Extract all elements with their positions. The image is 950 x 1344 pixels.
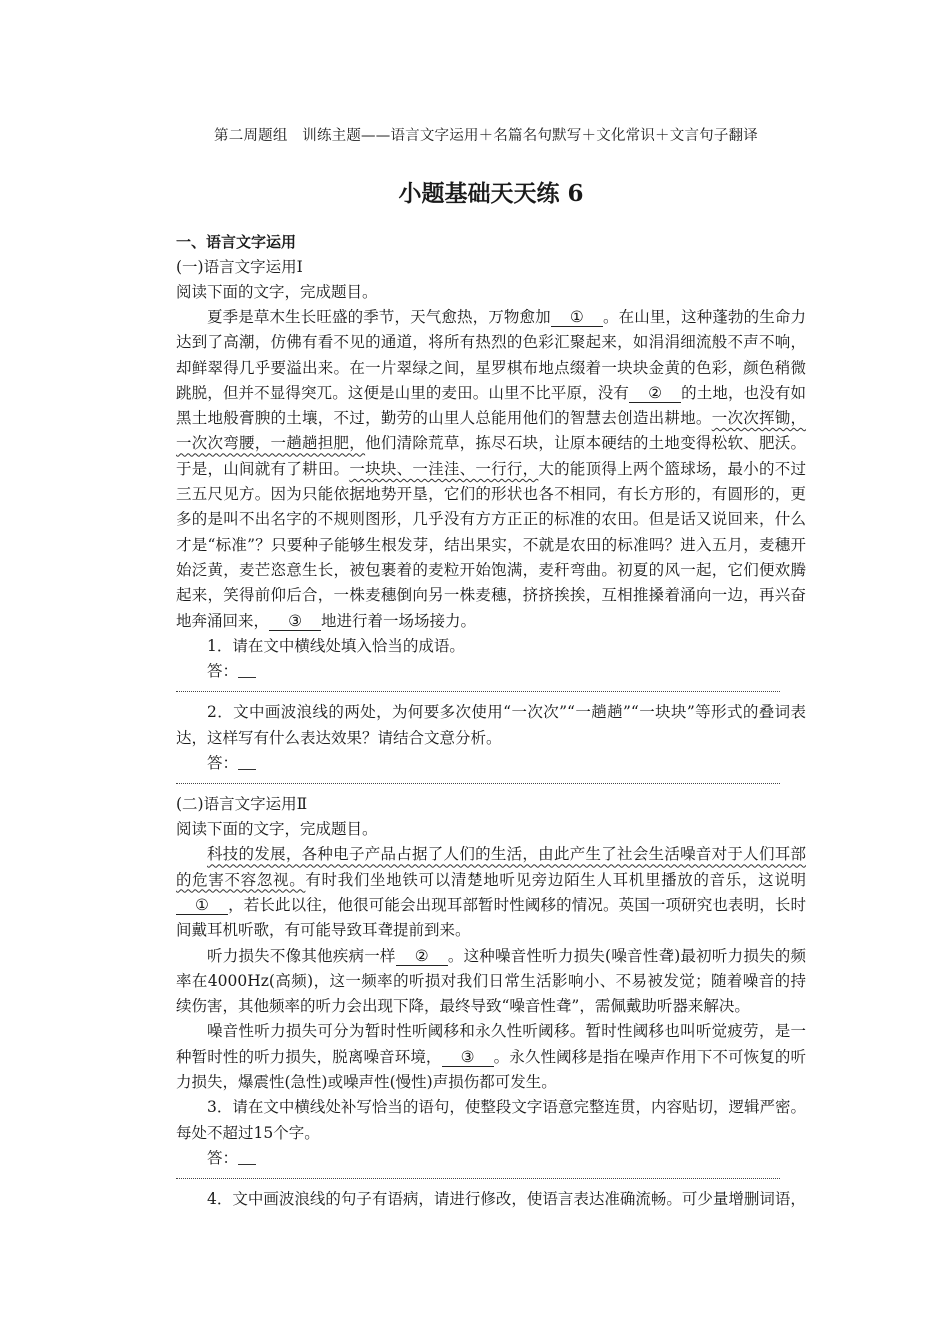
blank-2: ② xyxy=(629,384,681,403)
part2-passage-1 xyxy=(176,842,806,943)
passage-text: 。永久性阈移是指在噪声作用下不可恢复的听力损失，爆震性(急性)或噪声性(慢性)声损伤都可发生。 xyxy=(176,1047,806,1092)
wavy-underlined-text: 科技的发展，各种电子产品占据了人们的生活，由此产生了社会生活噪音对于人们耳部的危害不容忽视。 xyxy=(176,845,806,889)
answer-blank xyxy=(238,754,256,770)
answer-blank xyxy=(238,1149,256,1165)
answer-dotted-rule xyxy=(176,783,780,784)
wavy-underlined-text: 一块块、一洼洼、一行行， xyxy=(349,459,539,478)
part1-heading: (一)语言文字运用Ⅰ xyxy=(176,258,303,276)
section-heading: 一、语言文字运用 xyxy=(176,233,297,251)
passage-text: 有时我们坐地铁可以清楚地听见旁边陌生人耳机里播放的音乐，这说明 xyxy=(305,870,806,889)
page-header: 第二周题组 训练主题——语言文字运用＋名篇名句默写＋文化常识＋文言句子翻译 xyxy=(214,128,758,144)
question-3: 3．请在文中横线处补写恰当的语句，使整段文字语意完整连贯，内容贴切，逻辑严密。每处不超过15个字。 xyxy=(176,1098,806,1142)
answer-dotted-rule xyxy=(176,691,780,692)
blank-2: ② xyxy=(396,947,448,966)
passage-text: 的土地，也没有如黑土地般膏腴的土壤，不过，勤劳的山里人总能用他们的智慧去创造出耕地。 xyxy=(176,383,806,428)
blank-1: ① xyxy=(551,308,603,327)
passage-text: 大的能顶得上两个篮球场，最小的不过三五尺见方。因为只能依据地势开垦，它们的形状也各不相同，有长方形的，有圆形的，更多的是叫不出名字的不规则图形，几乎没有方方正正的标准的农田。但是话又说回来，什么才是“标准”？只要种子能够生根发芽，结出果实，不就是农田的标准吗？进入五月，麦穗开始泛黄，麦芒恣意生长，被包裹着的麦粒开始饱满，麦秆弯曲。初夏的风一起，它们便欢腾起来，笑得前仰后合，一株麦穗倒向另一株麦穗，挤挤挨挨，互相推搡着涌向一边，再兴奋地奔涌回来， xyxy=(176,459,806,630)
answer-label: 答： xyxy=(207,1149,239,1168)
part2-passage-2 xyxy=(176,944,806,1020)
passage-text: ，若长此以往，他很可能会出现耳部暂时性阈移的情况。英国一项研究也表明，长时间戴耳机听歌，有可能导致耳聋提前到来。 xyxy=(176,895,806,940)
part2-passage-3 xyxy=(176,1019,806,1095)
passage-text: 地进行着一场场接力。 xyxy=(321,611,477,630)
question-2: 2．文中画波浪线的两处，为何要多次使用“一次次”“一趟趟”“一块块”等形式的叠词表达，这样写有什么表达效果？请结合文意分析。 xyxy=(176,703,806,747)
answer-label: 答： xyxy=(207,754,239,773)
part2-heading: (二)语言文字运用Ⅱ xyxy=(176,795,308,814)
blank-1: ① xyxy=(176,896,228,915)
answer-line xyxy=(207,751,806,776)
blank-3: ③ xyxy=(269,612,321,631)
question-4: 4．文中画波浪线的句子有语病，请进行修改，使语言表达准确流畅。可少量增删词语， xyxy=(207,1190,806,1209)
page-title: 小题基础天天练 6 xyxy=(398,180,584,207)
answer-blank xyxy=(238,662,256,678)
passage-text: 噪音性听力损失可分为暂时性听阈移和永久性听阈移。暂时性阈移也叫听觉疲劳，是一种暂时性的听力损失，脱离噪音环境， xyxy=(176,1022,806,1066)
answer-dotted-rule xyxy=(176,1178,780,1179)
passage-text: 。这种噪音性听力损失(噪音性聋)最初听力损失的频率在4000Hz(高频)，这一频率的听损对我们日常生活影响小、不易被发觉；随着噪音的持续伤害，其他频率的听力会出现下降，最终导致“噪音性聋”，需佩戴助听器来解决。 xyxy=(176,946,806,1016)
answer-label: 答： xyxy=(207,662,239,681)
passage-text: 听力损失不像其他疾病一样 xyxy=(207,946,396,965)
part2-instruction: 阅读下面的文字，完成题目。 xyxy=(176,820,378,839)
part1-instruction: 阅读下面的文字，完成题目。 xyxy=(176,283,378,301)
passage-text: 夏季是草木生长旺盛的季节，天气愈热，万物愈加 xyxy=(207,308,551,326)
wavy-underlined-text: 一次次挥锄，一次次弯腰，一趟趟担肥， xyxy=(176,409,806,453)
passage-text: 他们清除荒草，拣尽石块，让原本硬结的土地变得松软、肥沃。于是，山间就有了耕田。 xyxy=(176,434,806,478)
page-content xyxy=(176,124,806,1213)
answer-line xyxy=(207,659,806,684)
part1-passage xyxy=(176,305,806,634)
passage-text: 。在山里，这种蓬勃的生命力达到了高潮，仿佛有看不见的通道，将所有热烈的色彩汇聚起来，如涓涓细流般不声不响，却鲜翠得几乎要溢出来。在一片翠绿之间，星罗棋布地点缀着一块块金黄的色彩，颜色稍微跳脱，但并不显得突兀。这便是山里的麦田。山里不比平原，没有 xyxy=(176,308,806,402)
question-1: 1．请在文中横线处填入恰当的成语。 xyxy=(207,636,465,655)
blank-3: ③ xyxy=(442,1048,494,1067)
answer-line xyxy=(207,1146,806,1171)
